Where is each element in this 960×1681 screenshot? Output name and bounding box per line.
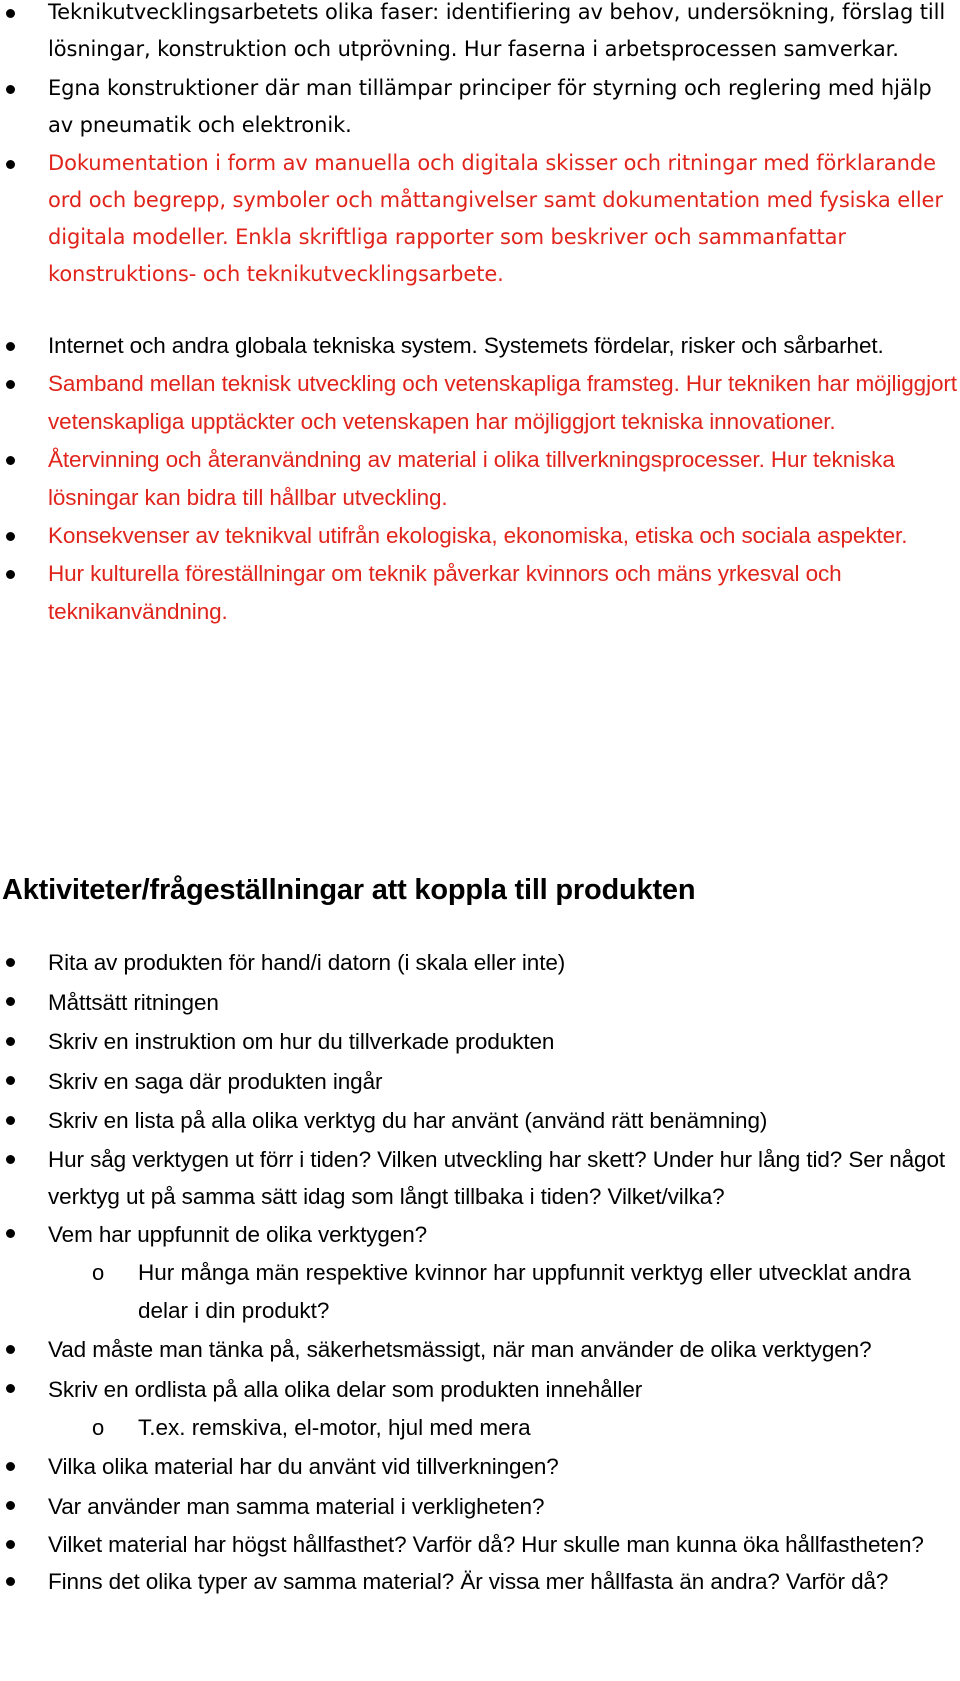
list-item <box>2 1022 960 1062</box>
list-item-text: Internet och andra globala tekniska system. Systemets fördelar, risker och sårbarhet. <box>48 333 884 358</box>
bullet-icon <box>2 1330 18 1368</box>
list-item <box>2 70 960 144</box>
bullet-icon <box>2 365 18 403</box>
list-item-text: Vilka olika material har du använt vid tillverkningen? <box>48 1454 559 1479</box>
list-item <box>2 1487 960 1527</box>
list-item-text: Skriv en ordlista på alla olika delar som produkten innehåller <box>48 1376 643 1402</box>
list-item-text: Hur kulturella föreställningar om teknik påverkar kvinnors och mäns yrkesval och teknikanvändning. <box>48 561 842 624</box>
list-item <box>2 1141 960 1215</box>
bullet-icon <box>2 1062 18 1100</box>
list-item-text: Vad måste man tänka på, säkerhetsmässigt, när man använder de olika verktygen? <box>48 1337 872 1362</box>
list-item <box>2 1101 960 1141</box>
list-item-text: Vilket material har högst hållfasthet? Varför då? Hur skulle man kunna öka hållfastheten? <box>48 1532 924 1557</box>
bullet-icon <box>2 555 18 593</box>
bullet-icon <box>2 441 18 479</box>
bullet-icon <box>2 1563 18 1600</box>
bullet-icon <box>2 1447 18 1485</box>
sub-list-item-text: T.ex. remskiva, el-motor, hjul med mera <box>138 1415 531 1440</box>
list-item-text: Finns det olika typer av samma material? Är vissa mer hållfasta än andra? Varför då? <box>48 1569 889 1594</box>
list-item <box>2 1215 960 1255</box>
section-heading: Aktiviteter/frågeställningar att koppla till produkten <box>2 874 696 906</box>
list-item <box>2 517 960 555</box>
list-item <box>2 943 960 983</box>
list-item <box>2 1447 960 1487</box>
circle-bullet-icon: o <box>92 1415 105 1440</box>
list-item <box>2 1370 960 1410</box>
list-item <box>2 1526 960 1563</box>
list-item-text: Skriv en instruktion om hur du tillverkade produkten <box>48 1029 555 1054</box>
curriculum-list <box>2 0 960 631</box>
bullet-icon <box>2 1487 18 1525</box>
list-item-text: Skriv en lista på alla olika verktyg du har använt (använd rätt benämning) <box>48 1108 768 1133</box>
list-item-text: Rita av produkten för hand/i datorn (i skala eller inte) <box>48 950 566 975</box>
list-item <box>2 327 960 365</box>
list-item-text: Teknikutvecklingsarbetets olika faser: identifiering av behov, undersökning, förslag till lösningar, konstruktion och utprövning. Hur faserna i arbetsprocessen samverkar. <box>48 0 946 61</box>
list-item <box>2 1563 960 1600</box>
list-item-text: Återvinning och återanvändning av material i olika tillverkningsprocesser. Hur tekniska lösningar kan bidra till hållbar utveckling. <box>48 447 895 510</box>
bullet-icon <box>2 70 18 108</box>
list-item <box>2 365 960 441</box>
bullet-icon <box>2 0 18 32</box>
bullet-icon <box>2 943 18 981</box>
list-item <box>2 441 960 517</box>
circle-bullet-icon: o <box>92 1260 105 1285</box>
bullet-icon <box>2 1370 18 1408</box>
list-item-text: Måttsätt ritningen <box>48 989 219 1015</box>
list-item-text: Egna konstruktioner där man tillämpar principer för styrning och reglering med hjälp av pneumatik och elektronik. <box>48 76 932 137</box>
bullet-icon <box>2 983 18 1021</box>
list-item-text: Skriv en saga där produkten ingår <box>48 1068 383 1094</box>
list-item <box>2 1330 960 1370</box>
bullet-icon <box>2 327 18 365</box>
list-item-text: Hur såg verktygen ut förr i tiden? Vilken utveckling har skett? Under hur lång tid? Ser något verktyg ut på samma sätt idag som långt tillbaka i tiden? Vilket/vilka? <box>48 1146 946 1209</box>
list-item-text: Vem har uppfunnit de olika verktygen? <box>48 1221 428 1247</box>
bullet-icon <box>2 1101 18 1139</box>
sub-list-item <box>2 1254 960 1330</box>
bullet-icon <box>2 1526 18 1563</box>
bullet-icon <box>2 1141 18 1178</box>
sub-list-item <box>2 1409 960 1447</box>
list-item <box>2 555 960 631</box>
list-item <box>2 983 960 1023</box>
list-item <box>2 145 960 293</box>
list-item-text: Konsekvenser av teknikval utifrån ekologiska, ekonomiska, etiska och sociala aspekter. <box>48 523 908 548</box>
list-item-text: Dokumentation i form av manuella och digitala skisser och ritningar med förklarande ord och begrepp, symboler och måttangivelser samt dokumentation med fysiska eller digitala modeller. Enkla skriftliga rapporter som beskriver och sammanfattar konstruktions- och teknikutvecklingsarbete. <box>48 151 943 286</box>
list-item-text: Var använder man samma material i verkligheten? <box>48 1493 545 1519</box>
bullet-icon <box>2 1022 18 1060</box>
list-item <box>2 1062 960 1102</box>
bullet-icon <box>2 145 18 183</box>
bullet-icon <box>2 1215 18 1253</box>
activities-list <box>2 943 960 1600</box>
bullet-icon <box>2 517 18 555</box>
list-item <box>2 0 960 68</box>
sub-list-item-text: Hur många män respektive kvinnor har uppfunnit verktyg eller utvecklat andra delar i din produkt? <box>138 1260 911 1323</box>
list-item-text: Samband mellan teknisk utveckling och vetenskapliga framsteg. Hur tekniken har möjliggjort vetenskapliga upptäckter och vetenskapen har möjliggjort tekniska innovationer. <box>48 371 957 434</box>
